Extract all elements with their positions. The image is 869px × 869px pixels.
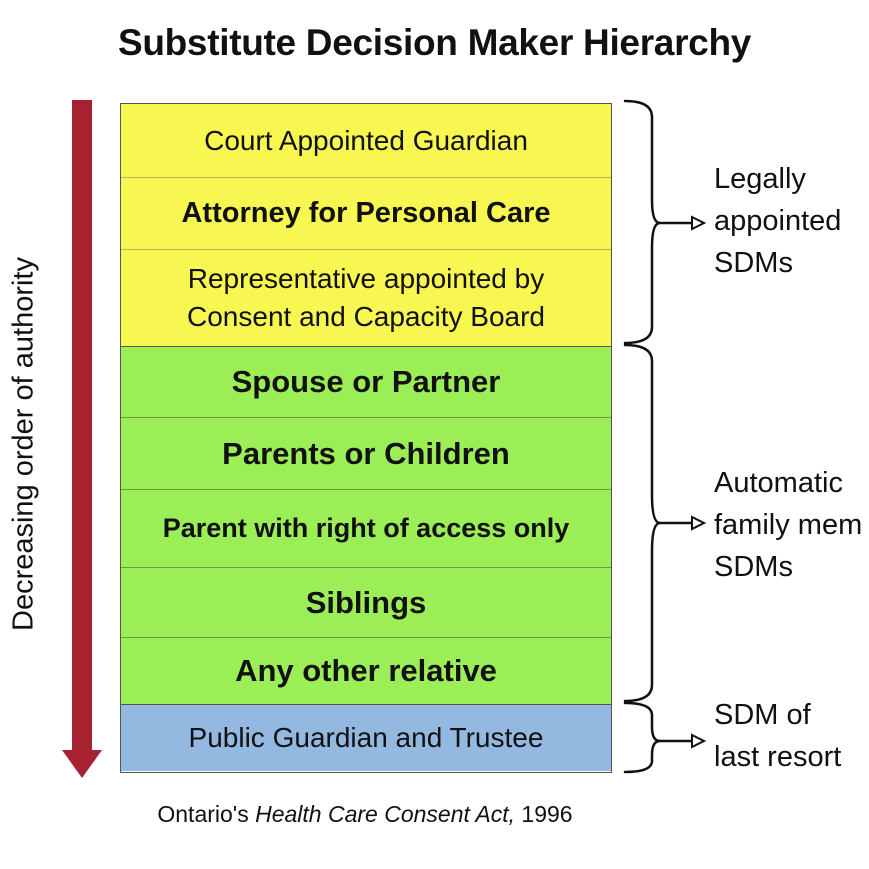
row-other-relative	[121, 637, 611, 704]
group-label-last-resort: SDM of last resort	[714, 699, 842, 773]
decreasing-authority-arrow	[62, 100, 102, 780]
row-label: Any other relative	[235, 653, 497, 689]
row-label: Parents or Children	[222, 435, 510, 471]
row-label: Spouse or Partner	[231, 364, 501, 400]
row-label: Parent with right of access only	[162, 513, 570, 544]
group-label-family: Automatic family mem SDMs	[714, 467, 863, 583]
group-label-legal: Legally appointed SDMs	[714, 163, 842, 279]
bracket-legal	[625, 101, 660, 343]
row-label-line-2: Consent and Capacity Board	[187, 301, 545, 332]
row-label: Public Guardian and Trustee	[188, 722, 544, 754]
row-label-line-1: Representative appointed by	[187, 263, 545, 295]
act-name: Health Care Consent Act,	[255, 801, 516, 827]
sdm-hierarchy-stack	[120, 103, 612, 773]
row-label: Court Appointed Guardian	[204, 124, 528, 156]
row-attorney-personal-care	[121, 177, 611, 249]
authority-axis-text: Decreasing order of authority	[7, 257, 40, 631]
row-label: Attorney for Personal Care	[181, 196, 551, 229]
bracket-last	[625, 703, 660, 772]
row-siblings	[121, 567, 611, 637]
row-spouse-partner	[121, 346, 611, 417]
row-parents-children	[121, 417, 611, 489]
row-court-appointed-guardian	[121, 104, 611, 177]
diagram-title: Substitute Decision Maker Hierarchy	[117, 22, 752, 63]
row-representative-ccb	[121, 249, 611, 346]
row-public-guardian	[121, 704, 611, 771]
row-parent-access	[121, 489, 611, 567]
source-citation: Ontario's Health Care Consent Act, 1996	[157, 801, 573, 827]
bracket-family	[625, 345, 660, 701]
row-label: Siblings	[305, 584, 427, 620]
